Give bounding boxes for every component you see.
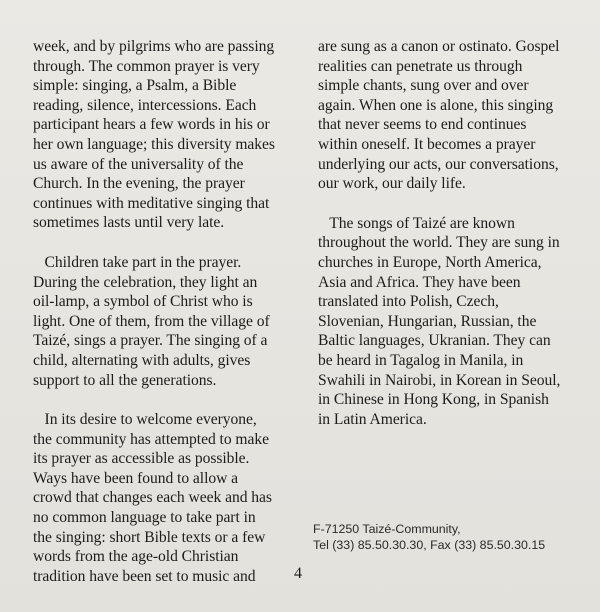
text-line: realities can penetrate us through	[318, 57, 523, 75]
text-line: words from the age-old Christian	[33, 548, 239, 566]
text-line: crowd that changes each week and has	[33, 489, 272, 507]
text-line: oil-lamp, a symbol of Christ who is	[33, 293, 253, 311]
text-line: Slovenian, Hungarian, Russian, the	[318, 312, 537, 330]
text-line: Ways have been found to allow a	[33, 469, 239, 487]
left-column	[33, 37, 305, 586]
text-line: the singing: short Bible texts or a few	[33, 528, 266, 546]
text-line: support to all the generations.	[33, 371, 217, 389]
text-line: our work, our daily life.	[318, 175, 466, 193]
text-line: the community has attempted to make	[33, 430, 269, 448]
text-line: Swahili in Nairobi, in Korean in Seoul,	[318, 371, 561, 389]
text-line: Asia and Africa. They have been	[318, 273, 521, 291]
text-line: churches in Europe, North America,	[318, 253, 542, 271]
text-line: participant hears a few words in his or	[33, 116, 270, 134]
text-line: again. When one is alone, this singing	[318, 96, 554, 114]
paragraph	[33, 37, 305, 233]
text-line: Church. In the evening, the prayer	[33, 175, 245, 193]
text-line: within oneself. It becomes a prayer	[318, 135, 536, 153]
text-line: simple chants, sung over and over	[318, 77, 529, 95]
text-line: through. The common prayer is very	[33, 57, 260, 75]
text-line: no common language to take part in	[33, 509, 256, 527]
text-line: week, and by pilgrims who are passing	[33, 38, 275, 55]
paragraph	[33, 253, 305, 390]
text-line: in Latin America.	[318, 410, 427, 428]
contact-address	[313, 521, 583, 553]
text-line: her own language; this diversity makes	[33, 135, 275, 153]
text-line: in Chinese in Hong Kong, in Spanish	[318, 391, 549, 409]
text-line: its prayer as accessible as possible.	[33, 450, 250, 468]
text-line: sometimes lasts until very late.	[33, 214, 225, 232]
text-line: Taizé, sings a prayer. The singing of a	[33, 332, 268, 350]
text-line: continues with meditative singing that	[33, 194, 270, 212]
page-number: 4	[294, 565, 302, 582]
address-line: F-71250 Taizé-Community,	[313, 522, 461, 536]
text-line: In its desire to welcome everyone,	[33, 411, 257, 429]
text-line: Baltic languages, Ukranian. They can	[318, 332, 551, 350]
text-line: tradition have been set to music and	[33, 567, 256, 585]
text-line: During the celebration, they light an	[33, 273, 258, 291]
text-line: simple: singing, a Psalm, a Bible	[33, 77, 237, 95]
text-line: child, alternating with adults, gives	[33, 351, 251, 369]
phone-fax-line: Tel (33) 85.50.30.30, Fax (33) 85.50.30.15	[313, 538, 546, 552]
text-line: us aware of the universality of the	[33, 155, 244, 173]
text-line: Children take part in the prayer.	[33, 253, 242, 271]
text-line: The songs of Taizé are known	[318, 214, 515, 232]
paragraph	[318, 214, 588, 430]
text-line: underlying our acts, our conversations,	[318, 155, 559, 173]
text-line: be heard in Tagalog in Manila, in	[318, 351, 524, 369]
text-line: throughout the world. They are sung in	[318, 234, 560, 252]
right-column	[318, 37, 588, 429]
paragraph	[33, 410, 305, 586]
paragraph	[318, 37, 588, 194]
text-line: that never seems to end continues	[318, 116, 527, 134]
text-line: are sung as a canon or ostinato. Gospel	[318, 38, 560, 55]
text-line: light. One of them, from the village of	[33, 312, 270, 330]
text-line: translated into Polish, Czech,	[318, 293, 499, 311]
text-line: reading, silence, intercessions. Each	[33, 96, 257, 114]
